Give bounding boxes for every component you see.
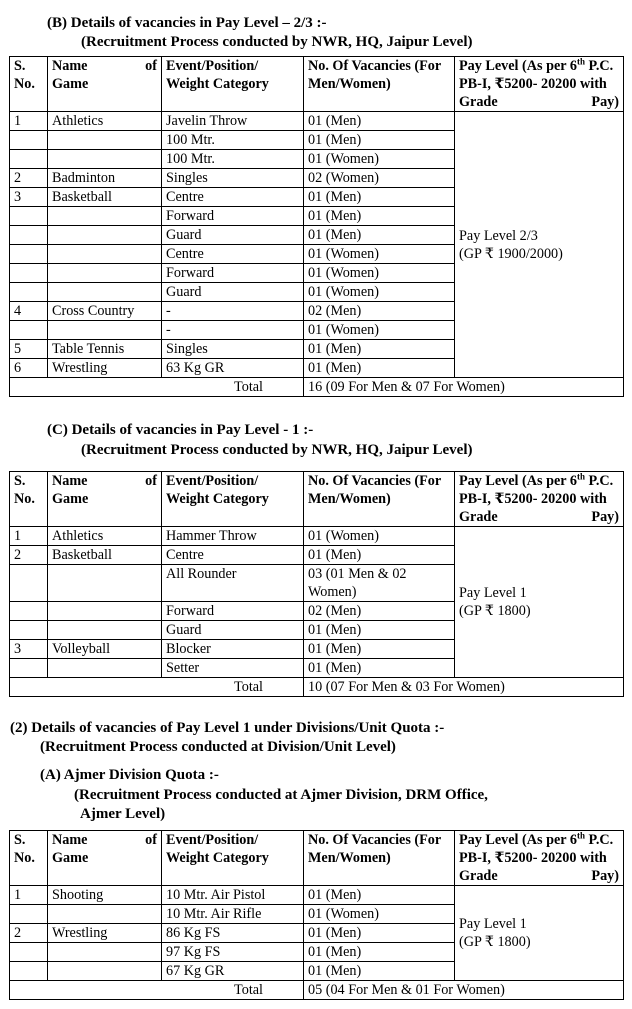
pay-level-cell [455,527,624,678]
cell-vacancies: 01 (Women) [304,905,455,924]
cell-event: Guard [162,621,304,640]
cell-game: Basketball [48,546,162,565]
header-game-a: Name [52,473,88,489]
cell-sno [10,321,48,340]
cell-game: Table Tennis [48,340,162,359]
cell-sno: 1 [10,112,48,131]
total-value: 10 (07 For Men & 03 For Women) [304,678,624,697]
cell-game [48,962,162,981]
table-row [10,112,624,131]
cell-event: Guard [162,226,304,245]
section-2-title: (2) Details of vacancies of Pay Level 1 under Divisions/Unit Quota :- [10,720,445,736]
header-sno: S. No. [10,57,48,112]
cell-sno: 4 [10,302,48,321]
cell-vacancies: 01 (Women) [304,527,455,546]
total-label: Total [10,678,304,697]
cell-game [48,602,162,621]
header-game-b: of [145,473,157,489]
header-pay-a: Pay Level (As per 6 [459,58,577,74]
cell-sno [10,943,48,962]
cell-sno [10,150,48,169]
cell-game [48,245,162,264]
cell-event: - [162,321,304,340]
cell-event: Javelin Throw [162,112,304,131]
pay-grade-line: (GP ₹ 1900/2000) [459,245,563,262]
cell-sno [10,245,48,264]
cell-sno: 3 [10,640,48,659]
pay-grade-line: (GP ₹ 1800) [459,934,531,950]
cell-vacancies: 01 (Men) [304,640,455,659]
header-game-c: Game [52,491,89,507]
cell-game: Athletics [48,527,162,546]
header-pay-b: P.C. PB-I, ₹5200- 20200 with Grade Pay) [459,473,619,525]
cell-vacancies: 01 (Women) [304,283,455,302]
table-section-b [9,56,624,397]
cell-sno: 2 [10,924,48,943]
cell-sno [10,962,48,981]
cell-event: Forward [162,602,304,621]
header-event: Event/Position/ Weight Category [162,57,304,112]
header-pay-a: Pay Level (As per 6 [459,473,577,489]
section-b-title: (B) Details of vacancies in Pay Level – 2/3 :- [47,15,327,31]
header-game-a: Name [52,58,88,74]
cell-sno: 5 [10,340,48,359]
cell-sno [10,264,48,283]
section-c-title: (C) Details of vacancies in Pay Level - 1 :- [47,422,314,438]
cell-event: Guard [162,283,304,302]
cell-event: Centre [162,546,304,565]
total-row [10,981,624,1000]
cell-event: All Rounder [162,565,304,602]
header-pay-sup: th [576,830,585,841]
cell-vacancies: 01 (Men) [304,226,455,245]
cell-game [48,943,162,962]
cell-vacancies: 01 (Women) [304,321,455,340]
cell-event: Centre [162,188,304,207]
header-game [48,831,162,886]
cell-vacancies: 02 (Men) [304,602,455,621]
cell-game [48,150,162,169]
total-value: 16 (09 For Men & 07 For Women) [304,378,624,397]
cell-game: Basketball [48,188,162,207]
cell-game [48,226,162,245]
cell-vacancies: 01 (Women) [304,264,455,283]
cell-vacancies: 01 (Men) [304,340,455,359]
cell-vacancies: 03 (01 Men & 02 Women) [304,565,455,602]
cell-game [48,207,162,226]
table-row [10,886,624,905]
cell-vacancies: 02 (Women) [304,169,455,188]
cell-event: 67 Kg GR [162,962,304,981]
total-label: Total [10,378,304,397]
cell-game: Athletics [48,112,162,131]
cell-vacancies: 02 (Men) [304,302,455,321]
pay-level-line: Pay Level 1 [459,585,527,601]
header-pay-b: P.C. PB-I, ₹5200- 20200 with Grade Pay) [459,832,619,884]
cell-game: Wrestling [48,924,162,943]
header-event: Event/Position/ Weight Category [162,831,304,886]
cell-event: 63 Kg GR [162,359,304,378]
cell-game [48,621,162,640]
cell-sno [10,565,48,602]
cell-event: Centre [162,245,304,264]
header-pay-a: Pay Level (As per 6 [459,832,577,848]
cell-vacancies: 01 (Men) [304,188,455,207]
cell-event: Blocker [162,640,304,659]
header-game-c: Game [52,850,89,866]
cell-sno [10,283,48,302]
header-game-c: Game [52,76,89,92]
header-game-a: Name [52,832,88,848]
cell-game [48,264,162,283]
cell-sno [10,207,48,226]
cell-sno [10,621,48,640]
cell-event: 100 Mtr. [162,150,304,169]
cell-event: - [162,302,304,321]
cell-vacancies: 01 (Men) [304,131,455,150]
section-c-subtitle: (Recruitment Process conducted by NWR, HQ, Jaipur Level) [81,442,473,458]
section-b-subtitle: (Recruitment Process conducted by NWR, HQ, Jaipur Level) [81,34,473,50]
table-header-row [10,472,624,527]
cell-event: 100 Mtr. [162,131,304,150]
cell-game [48,321,162,340]
cell-vacancies: 01 (Men) [304,962,455,981]
pay-level-line: Pay Level 1 [459,916,527,932]
table-header-row [10,57,624,112]
cell-sno: 6 [10,359,48,378]
cell-game [48,283,162,302]
cell-vacancies: 01 (Men) [304,207,455,226]
cell-game: Shooting [48,886,162,905]
header-game-b: of [145,58,157,74]
cell-event: Setter [162,659,304,678]
cell-game [48,905,162,924]
cell-vacancies: 01 (Men) [304,359,455,378]
section-a-title: (A) Ajmer Division Quota :- [40,767,219,783]
total-row [10,378,624,397]
cell-event: 10 Mtr. Air Pistol [162,886,304,905]
cell-sno [10,659,48,678]
cell-sno: 2 [10,546,48,565]
pay-level-line: Pay Level 2/3 [459,227,538,244]
cell-game: Wrestling [48,359,162,378]
table-section-c [9,471,624,697]
cell-event: 86 Kg FS [162,924,304,943]
cell-sno [10,131,48,150]
section-a-subtitle-2: Ajmer Level) [80,806,166,822]
header-pay-b: P.C. PB-I, ₹5200- 20200 with Grade Pay) [459,58,619,110]
cell-event: Hammer Throw [162,527,304,546]
cell-game [48,565,162,602]
header-sno: S. No. [10,831,48,886]
header-event: Event/Position/ Weight Category [162,472,304,527]
pay-grade-line: (GP ₹ 1800) [459,603,531,619]
cell-vacancies: 01 (Men) [304,659,455,678]
header-vacancies: No. Of Vacancies (For Men/Women) [304,831,455,886]
cell-sno: 2 [10,169,48,188]
cell-game: Volleyball [48,640,162,659]
header-pay-sup: th [576,471,585,482]
header-pay-sup: th [576,56,585,67]
cell-event: 10 Mtr. Air Rifle [162,905,304,924]
total-row [10,678,624,697]
cell-event: Singles [162,340,304,359]
cell-vacancies: 01 (Men) [304,112,455,131]
cell-vacancies: 01 (Men) [304,546,455,565]
pay-level-cell [455,112,624,378]
cell-vacancies: 01 (Men) [304,943,455,962]
header-pay [455,831,624,886]
cell-sno [10,602,48,621]
cell-game: Badminton [48,169,162,188]
table-section-a [9,830,624,1000]
cell-sno: 3 [10,188,48,207]
cell-event: 97 Kg FS [162,943,304,962]
cell-vacancies: 01 (Women) [304,150,455,169]
cell-event: Singles [162,169,304,188]
cell-event: Forward [162,207,304,226]
table-row [10,527,624,546]
table-header-row [10,831,624,886]
header-vacancies: No. Of Vacancies (For Men/Women) [304,57,455,112]
cell-sno: 1 [10,527,48,546]
cell-sno: 1 [10,886,48,905]
header-game [48,472,162,527]
header-vacancies: No. Of Vacancies (For Men/Women) [304,472,455,527]
pay-level-cell [455,886,624,981]
section-2-subtitle: (Recruitment Process conducted at Division/Unit Level) [40,739,396,755]
cell-vacancies: 01 (Women) [304,245,455,264]
cell-vacancies: 01 (Men) [304,886,455,905]
total-value: 05 (04 For Men & 01 For Women) [304,981,624,1000]
cell-vacancies: 01 (Men) [304,621,455,640]
header-game [48,57,162,112]
cell-vacancies: 01 (Men) [304,924,455,943]
cell-game [48,131,162,150]
cell-sno [10,905,48,924]
cell-game: Cross Country [48,302,162,321]
header-pay [455,472,624,527]
header-sno: S. No. [10,472,48,527]
cell-event: Forward [162,264,304,283]
cell-game [48,659,162,678]
cell-sno [10,226,48,245]
header-pay [455,57,624,112]
section-a-subtitle-1: (Recruitment Process conducted at Ajmer Division, DRM Office, [74,787,488,803]
total-label: Total [10,981,304,1000]
header-game-b: of [145,832,157,848]
